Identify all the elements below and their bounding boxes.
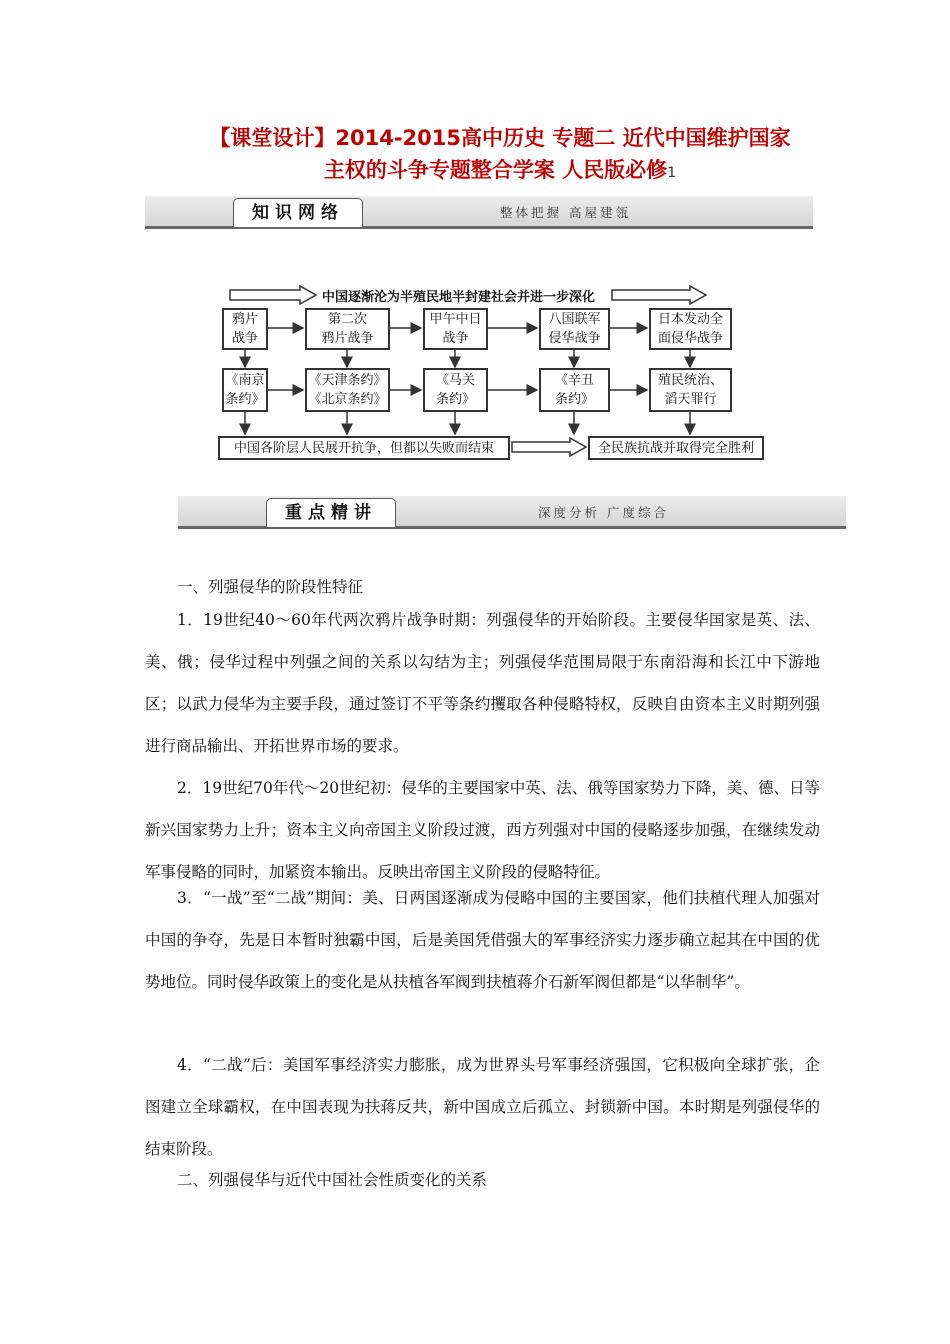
treaty-box-line: 条约》 (554, 392, 594, 407)
treaty-box-line: 《北京条约》 (308, 392, 387, 407)
war-box-eight-nation (539, 308, 610, 350)
bottom-right-text: 全民族抗战并取得完全胜利 (597, 440, 754, 456)
banner-tag: 知识网络 (233, 198, 363, 227)
bottom-left-text: 中国各阶层人民展开抗争，但都以失败而结束 (233, 440, 494, 456)
war-box-line: 鸦片战争 (321, 331, 374, 346)
treaty-box-colonial-rule (649, 368, 732, 412)
treaty-box-line: 殖民统治、 (657, 373, 723, 388)
war-box-line: 面侵华战争 (657, 331, 723, 346)
treaty-box-shimonoseki (423, 368, 488, 412)
top-arrow-left (230, 286, 316, 304)
paragraph-4: 4．“二战”后：美国军事经济实力膨胀，成为世界头号军事经济强国，它积极向全球扩张，企图建立全球霸权，在中国表现为扶蒋反共，新中国成立后孤立、封锁新中国。本时期是列强侵华的结束阶段。 (145, 1056, 820, 1158)
war-box-sino-japanese (423, 308, 488, 350)
paragraph-3: 3．“一战”至“二战”期间：美、日两国逐渐成为侵略中国的主要国家，他们扶植代理人加强对中国的争夺，先是日本暂时独霸中国，后是美国凭借强大的军事经济实力逐步确立起其在中国的优势地位。同时侵华政策上的变化是从扶植各军阀到扶植蒋介石新军阀但都是“以华制华”。 (145, 889, 820, 991)
war-box-line: 战争 (442, 331, 469, 346)
war-box-line: 战争 (231, 331, 258, 346)
war-box-line: 八国联军 (548, 312, 601, 327)
treaty-box-line: 条约》 (225, 392, 265, 407)
treaty-box-boxer (539, 368, 610, 412)
bottom-left-box (218, 436, 510, 460)
war-box-second-opium (305, 308, 390, 350)
war-box-opium (222, 308, 268, 350)
treaty-box-nanjing (222, 368, 268, 412)
treaty-box-line: 《辛丑 (554, 373, 594, 388)
section-heading-1: 一、列强侵华的阶段性特征 (177, 578, 364, 596)
war-box-line: 日本发动全 (657, 312, 723, 327)
war-box-line: 第二次 (327, 312, 367, 327)
section-heading-2: 二、列强侵华与近代中国社会性质变化的关系 (177, 1171, 488, 1189)
top-arrow-right (612, 286, 706, 304)
war-box-japan-invasion (649, 308, 732, 350)
treaty-box-line: 条约》 (435, 392, 475, 407)
banner-subtitle: 深度分析 广度综合 (538, 505, 669, 520)
title-line-2-suffix: 1 (667, 165, 677, 181)
treaty-box-line: 《天津条约》 (308, 373, 387, 388)
banner-subtitle: 整体把握 高屋建瓴 (500, 205, 631, 220)
treaty-box-line: 《南京 (225, 373, 265, 388)
key-points-banner (178, 496, 846, 529)
war-box-line: 甲午中日 (429, 312, 482, 327)
paragraph-2: 2．19世纪70年代～20世纪初：侵华的主要国家中英、法、俄等国家势力下降，美、德、日等新兴国家势力上升；资本主义向帝国主义阶段过渡，西方列强对中国的侵略逐步加强，在继续发动军事侵略的同时，加紧资本输出。反映出帝国主义阶段的侵略特征。 (145, 779, 820, 881)
paragraph-1: 1．19世纪40～60年代两次鸦片战争时期：列强侵华的开始阶段。主要侵华国家是英、法、美、俄；侵华过程中列强之间的关系以勾结为主；列强侵华范围局限于东南沿海和长江中下游地区；以武力侵华为主要手段，通过签订不平等条约攫取各种侵略特权，反映自由资本主义时期列强进行商品输出、开拓世界市场的要求。 (145, 611, 820, 755)
treaty-box-tianjin-beijing (305, 368, 390, 412)
bottom-right-box (588, 436, 764, 460)
diagram-top-label: 中国逐渐沦为半殖民地半封建社会并进一步深化 (322, 290, 596, 305)
bottom-arrow (512, 438, 586, 456)
war-box-line: 鸦片 (231, 312, 258, 327)
banner-tag: 重点精讲 (266, 498, 396, 527)
title-line-1: 【课堂设计】2014-2015高中历史 专题二 近代中国维护国家 (209, 126, 791, 150)
treaty-box-line: 《马关 (435, 373, 475, 388)
war-box-line: 侵华战争 (548, 331, 601, 346)
title-line-2: 主权的斗争专题整合学案 人民版必修 (323, 158, 668, 182)
treaty-box-line: 滔天罪行 (664, 392, 717, 407)
